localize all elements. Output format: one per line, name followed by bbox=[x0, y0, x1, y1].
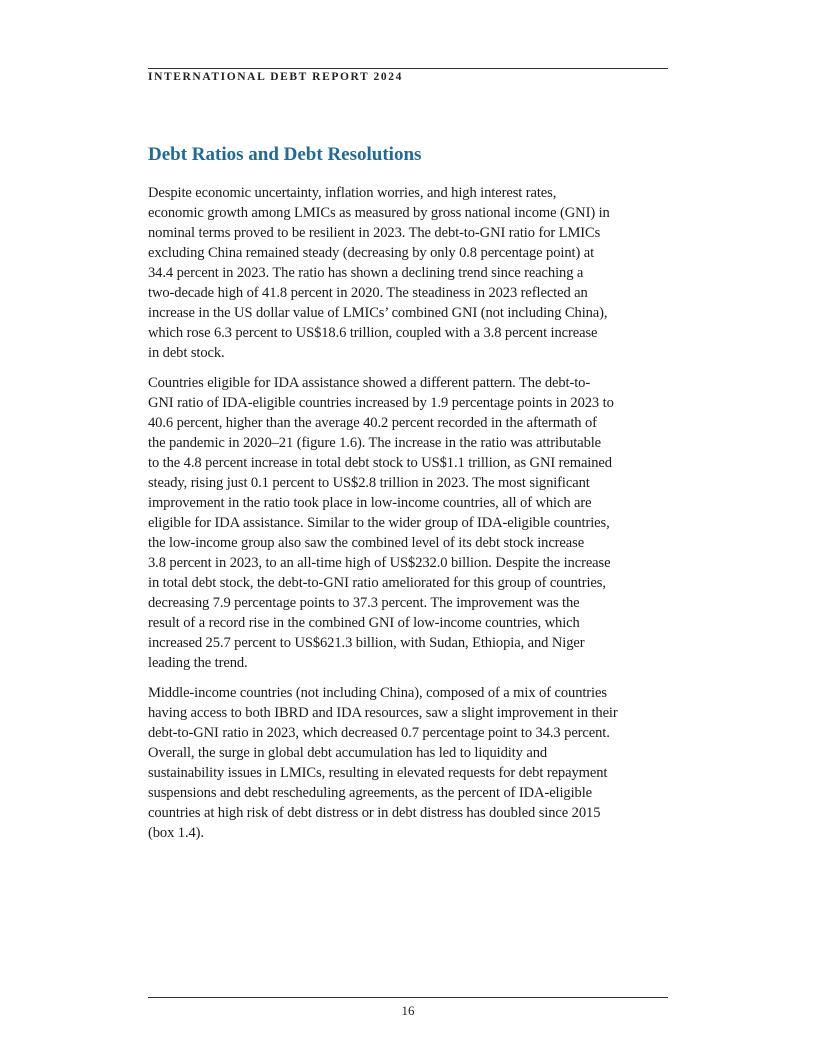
text-line: the low-income group also saw the combined level of its debt stock increase bbox=[148, 535, 585, 551]
text-line: 40.6 percent, higher than the average 40.2 percent recorded in the aftermath of bbox=[148, 415, 597, 431]
text-line: decreasing 7.9 percentage points to 37.3 percent. The improvement was the bbox=[148, 595, 580, 611]
section-title: Debt Ratios and Debt Resolutions bbox=[148, 144, 422, 165]
text-line: (box 1.4). bbox=[148, 825, 204, 841]
text-line: countries at high risk of debt distress or in debt distress has doubled since 2015 bbox=[148, 805, 601, 821]
text-line: Middle-income countries (not including China), composed of a mix of countries bbox=[148, 685, 607, 701]
text-line: in debt stock. bbox=[148, 345, 225, 361]
text-line: debt-to-GNI ratio in 2023, which decreased 0.7 percentage point to 34.3 percent. bbox=[148, 725, 610, 741]
text-line: Despite economic uncertainty, inflation worries, and high interest rates, bbox=[148, 185, 557, 201]
paragraph-3 bbox=[148, 683, 668, 843]
text-line: eligible for IDA assistance. Similar to the wider group of IDA-eligible countries, bbox=[148, 515, 610, 531]
text-line: steady, rising just 0.1 percent to US$2.8 trillion in 2023. The most significant bbox=[148, 475, 590, 491]
footer-rule bbox=[148, 997, 668, 998]
body-text bbox=[148, 183, 668, 853]
paragraph-2 bbox=[148, 373, 668, 673]
text-line: in total debt stock, the debt-to-GNI ratio ameliorated for this group of countries, bbox=[148, 575, 606, 591]
running-head: INTERNATIONAL DEBT REPORT 2024 bbox=[148, 71, 403, 83]
text-line: economic growth among LMICs as measured by gross national income (GNI) in bbox=[148, 205, 610, 221]
paragraph-1 bbox=[148, 183, 668, 363]
text-line: Overall, the surge in global debt accumulation has led to liquidity and bbox=[148, 745, 548, 761]
text-line: nominal terms proved to be resilient in 2023. The debt-to-GNI ratio for LMICs bbox=[148, 225, 601, 241]
text-line: the pandemic in 2020–21 (figure 1.6). The increase in the ratio was attributable bbox=[148, 435, 602, 451]
page-number: 16 bbox=[401, 1003, 415, 1018]
text-line: increase in the US dollar value of LMICs’ combined GNI (not including China), bbox=[148, 305, 608, 321]
text-line: to the 4.8 percent increase in total debt stock to US$1.1 trillion, as GNI remained bbox=[148, 455, 612, 471]
text-line: Countries eligible for IDA assistance showed a different pattern. The debt-to- bbox=[148, 375, 591, 391]
text-line: GNI ratio of IDA-eligible countries increased by 1.9 percentage points in 2023 to bbox=[148, 395, 614, 411]
text-line: which rose 6.3 percent to US$18.6 trillion, coupled with a 3.8 percent increase bbox=[148, 325, 598, 341]
text-line: increased 25.7 percent to US$621.3 billion, with Sudan, Ethiopia, and Niger bbox=[148, 635, 585, 651]
header-rule bbox=[148, 68, 668, 69]
text-line: having access to both IBRD and IDA resources, saw a slight improvement in their bbox=[148, 705, 618, 721]
text-line: result of a record rise in the combined GNI of low-income countries, which bbox=[148, 615, 580, 631]
text-line: two-decade high of 41.8 percent in 2020. The steadiness in 2023 reflected an bbox=[148, 285, 588, 301]
text-line: excluding China remained steady (decreasing by only 0.8 percentage point) at bbox=[148, 245, 595, 261]
text-line: improvement in the ratio took place in low-income countries, all of which are bbox=[148, 495, 592, 511]
text-line: 34.4 percent in 2023. The ratio has shown a declining trend since reaching a bbox=[148, 265, 584, 281]
text-line: sustainability issues in LMICs, resulting in elevated requests for debt repayment bbox=[148, 765, 608, 781]
text-line: 3.8 percent in 2023, to an all-time high of US$232.0 billion. Despite the increase bbox=[148, 555, 611, 571]
text-line: suspensions and debt rescheduling agreements, as the percent of IDA-eligible bbox=[148, 785, 593, 801]
text-line: leading the trend. bbox=[148, 655, 248, 671]
